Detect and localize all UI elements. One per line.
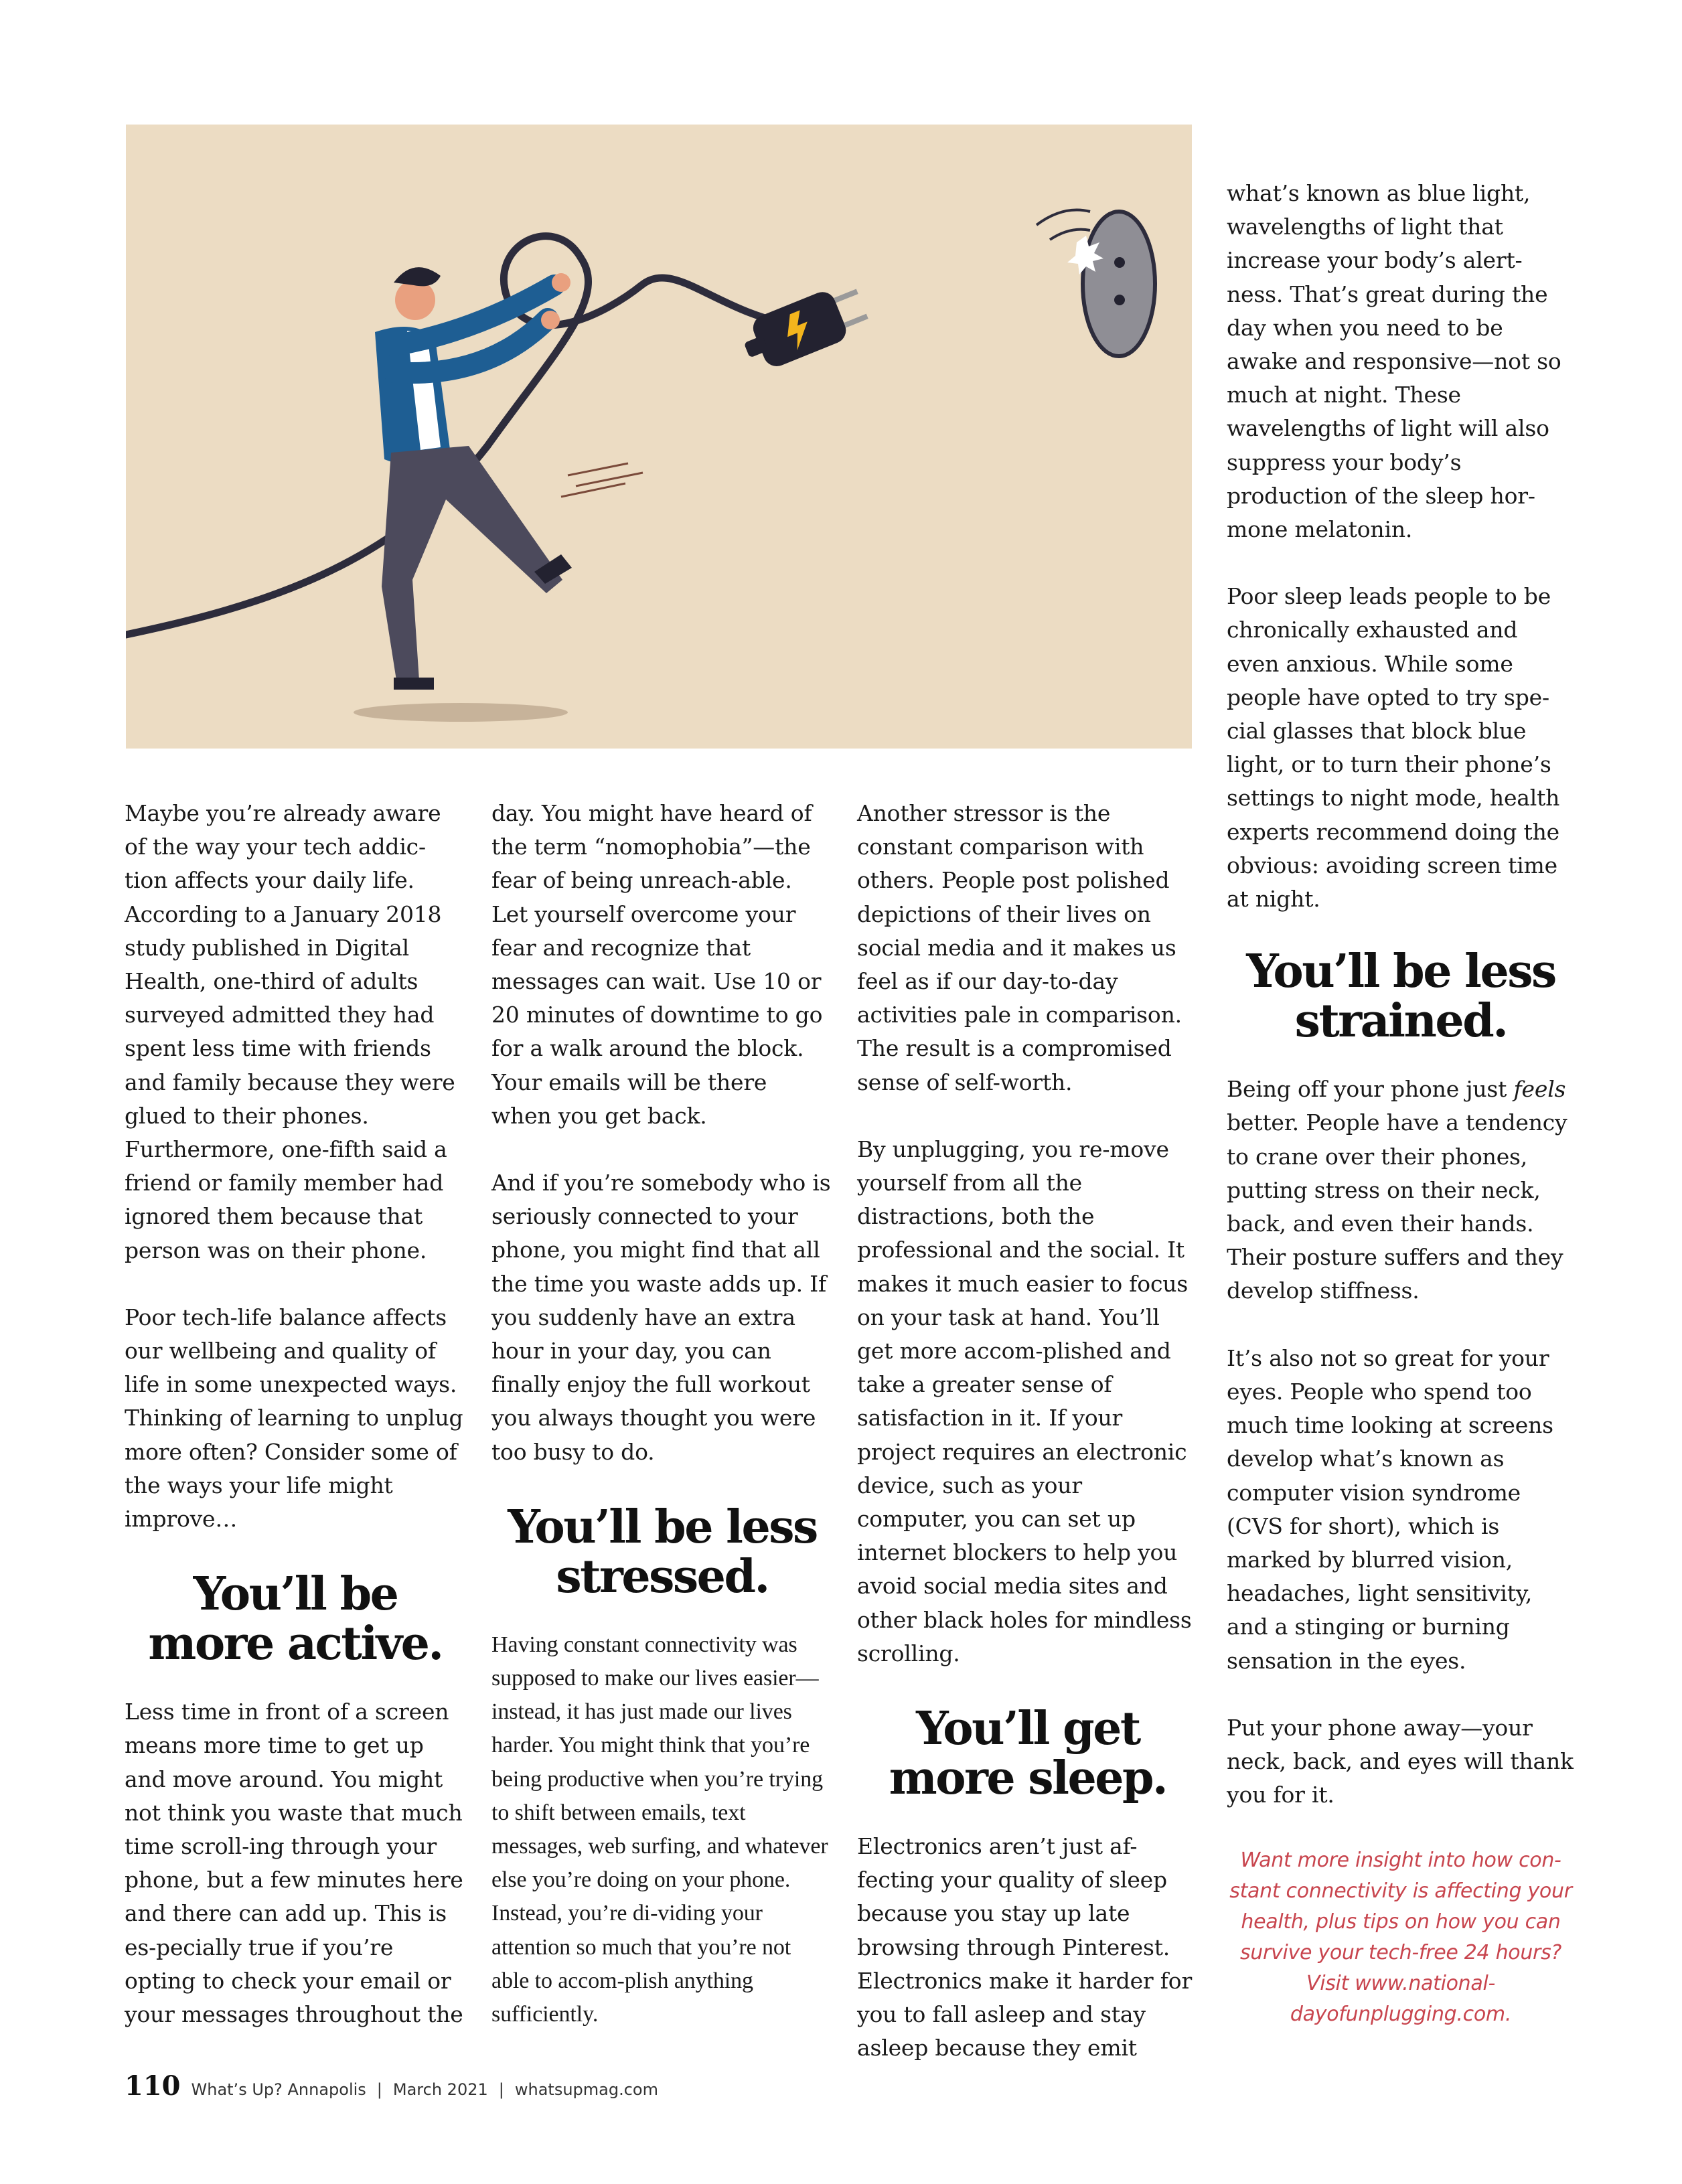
- issue-date: March 2021: [392, 2080, 488, 2099]
- paragraph: Electronics aren’t just af-fecting your quality of sleep because you stay up late browsing through Pinterest. Electronics make it harder for you to fall asleep and stay asleep because they emit: [857, 1833, 1193, 2061]
- publication-name: What’s Up? Annapolis: [191, 2080, 366, 2099]
- paragraph: Less time in front of a screen means more time to get up and move around. You might not think you waste that much time scroll-ing through your phone, but a few minutes here and there can add up. This is es-pecially true if you’re opting to check your email or your messages throughout the: [125, 1699, 463, 2028]
- page-number: 110: [125, 2070, 181, 2102]
- paragraph: Being off your phone just feels better. People have a tendency to crane over their phones, putting stress on their neck, back, and even their hands. Their posture suffers and they develop stiffness.: [1227, 1076, 1568, 1304]
- promo-callout: Want more insight into how con-stant connectivity is affecting your health, plus tips on how you can survive your tech-free 24 hours? Visit www.national-dayofunplugging.com.: [1229, 1849, 1572, 2027]
- website-link[interactable]: whatsupmag.com: [514, 2080, 658, 2099]
- hero-illustration: [126, 125, 1192, 749]
- paragraph: Having constant connectivity was supposed to make our lives easier—instead, it has just made our lives harder. You might think that you’re being productive when you’re trying to shift between emails, text messages, web surfing, and whatever else you’re doing on your phone. Instead, you’re di-viding your attention so much that you’re not able to accom-plish anything sufficiently.: [491, 1632, 828, 2027]
- footer-separator: |: [498, 2080, 504, 2099]
- text-column-2: [491, 797, 833, 2065]
- paragraph: Poor sleep leads people to be chronically exhausted and even anxious. While some people have opted to try spe-cial glasses that block blue light, or to turn their phone’s settings to night mode, health experts recommend doing the obvious: avoiding screen time at night.: [1227, 583, 1560, 913]
- text-column-4: [1227, 177, 1575, 2063]
- paragraph: And if you’re somebody who is seriously connected to your phone, you might find that all the time you waste adds up. If you suddenly have an extra hour in your day, you can finally enjoy the full workout you always thought you were too busy to do.: [491, 1170, 831, 1465]
- section-heading-less-stressed: You’ll be less stressed.: [508, 1500, 817, 1604]
- paragraph: It’s also not so great for your eyes. People who spend too much time looking at screens develop what’s known as computer vision syndrome (CVS for short), which is marked by blurred vision, headaches, light sensitivity, and a stinging or burning sensation in the eyes.: [1227, 1344, 1553, 1674]
- footer-separator: |: [376, 2080, 382, 2099]
- man-unplugging-cord-illustration: [126, 125, 1192, 749]
- paragraph: Put your phone away—your neck, back, and eyes will thank you for it.: [1227, 1714, 1574, 1808]
- paragraph: what’s known as blue light, wavelengths of light that increase your body’s alert-ness. That’s great during the day when you need to be awake and responsive—not so much at night. These wavelengths of light will also suppress your body’s production of the sleep hor-mone melatonin.: [1227, 180, 1561, 543]
- page-footer: [125, 2070, 658, 2102]
- section-heading-more-active: You’ll be more active.: [148, 1567, 443, 1671]
- paragraph: Poor tech-life balance affects our wellbeing and quality of life in some unexpected ways. Thinking of learning to unplug more often? Consider some of the ways your life might improve…: [125, 1304, 463, 1533]
- paragraph: day. You might have heard of the term “nomophobia”—the fear of being unreach-able. Let yourself overcome your fear and recognize that messages can wait. Use 10 or 20 minutes of downtime to go for a walk around the block. Your emails will be there when you get back.: [491, 800, 823, 1129]
- paragraph: By unplugging, you re-move yourself from all the distractions, both the professional and the social. It makes it much easier to focus on your task at hand. You’ll get more accom-plished and take a greater sense of satisfaction in it. If your project requires an electronic device, such as your computer, you can set up internet blockers to help you avoid social media sites and other black holes for mindless scrolling.: [857, 1136, 1192, 1666]
- text-column-1: [125, 797, 466, 2065]
- section-heading-more-sleep: You’ll get more sleep.: [889, 1702, 1167, 1806]
- paragraph: Another stressor is the constant comparison with others. People post polished depictions of their lives on social media and it makes us feel as if our day-to-day activities pale in comparison. The result is a compromised sense of self-worth.: [857, 800, 1182, 1095]
- paragraph: Maybe you’re already aware of the way your tech addic-tion affects your daily life. According to a January 2018 study published in Digital Health, one-third of adults surveyed admitted they had spent less time with friends and family because they were glued to their phones. Furthermore, one-fifth said a friend or family member had ignored them because that person was on their phone.: [125, 800, 455, 1263]
- section-heading-less-strained: You’ll be less strained.: [1246, 945, 1555, 1048]
- text-column-3: [857, 797, 1199, 2099]
